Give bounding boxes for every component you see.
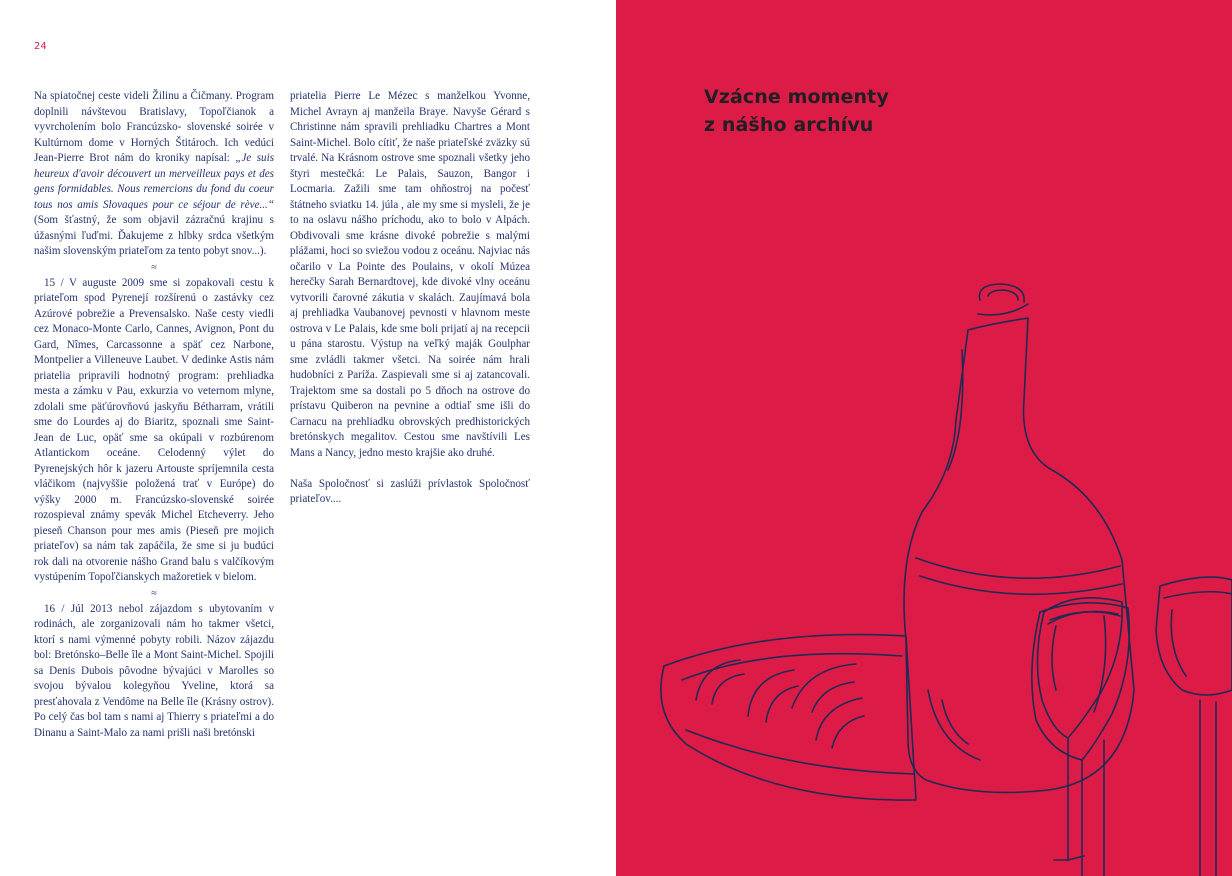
paragraph-continued: priatelia Pierre Le Mézec s manželkou Yvonne, Michel Avrayn aj manžeila Braye. Navyše Gérard s Christinne nám spravili prehliadku Chartres a Mont Saint-Michel. Bolo cítiť, že naše priateľské zväzky sú trvalé. Na Krásnom ostrove sme spoznali všetky jeho štyri mestečká: Le Palais, Sauzon, Bangor i Locmaria. Zažili sme tam ohňostroj na počesť štátneho sviatku 14. júla , ale my sme si mysleli, že je to na oslavu nášho príchodu, ako to bolo v Alpách. Obdivovali sme krásne divoké pobrežie s malými plážami, hoci so sviežou vodou z oceánu. Najviac nás očarilo v La Pointe des Poulains, v okolí Múzea herečky Sarah Bernardtovej, kde divoké vlny oceánu vytvorili čarovné zákutia v skalách. Zaujímavá bola aj prehliadka Vaubanovej pevnosti v hlavnom meste ostrova v Le Palais, kde sme boli prijatí aj na recepcii u pána starostu. Výstup na veľký maják Goulphar sme zvládli takmer všetci. Na soirée nám hrali hudobníci z Paríža. Zaspievali sme si aj zatancovali. Trajektom sme sa dostali po 5 dňoch na ostrove do prístavu Quiberon na pevnine a odtiaľ sme išli do Carnacu na prehliadku obrovských predhistorických bretónskych megalitov. Cestou sme navštívili Les Mans a Nancy, jedno mesto krajšie ako druhé. [290, 90, 530, 459]
right-page [616, 0, 1232, 876]
text-column-2 [290, 89, 530, 508]
paragraph-zilina: Na spiatočnej ceste videli Žilinu a Čičmany. Program doplnili návštevou Bratislavy, Topoľčianok a vyvrcholením bolo Francúzsko- slovenské soirée v Kultúrnom dome v Horných Štitároch. Ich vedúci Jean-Pierre Brot nám do kroniky napísal: „Je suis heureux d'avoir découvert un merveilleux pays et des gens formidables. Nous remercions du fond du coeur tous nos amis Slovaques pour ce séjour de rève...“ (Som šťastný, že som objavil zázračnú krajinu s úžasnými ľuďmi. Ďakujeme z hlbky srdca všetkým našim slovenským priateľom za tento pobyt snov...). [34, 90, 275, 257]
paragraph-16: 16 / Júl 2013 nebol zájazdom s ubytovaním v rodinách, ale zorganizovali nám ho takmer všetci, ktorí s nami výmenné pobyty robili. Názov zájazdu bol: Bretónsko–Belle île a Mont Saint-Michel. Spojili sa Denis Dubois pôvodne bývajúci v Marolles so svojou bývalou kolegyňou Yveline, ktorá sa presťahovala z Vendôme na Belle île (Krásny ostrov). Po celý čas bol tam s nami aj Thierry s priateľmi a do Dinanu a Saint-Malo za nami prišli naši bretónski [34, 602, 274, 739]
paragraph-15: 15 / V auguste 2009 sme si zopakovali cestu k priateľom spod Pyrenejí rozšírenú o zastávky cez Azúrové pobrežie a Prevensalsko. Naše cesty viedli cez Monaco-Monte Carlo, Cannes, Avignon, Pont du Gard, Nîmes, Carcassonne a späť cez Narbone, Montpelier a Villeneuve Laubet. V dedinke Astis nám priatelia pripravili hodnotný program: prehliadka mesta a zámku v Pau, exkurzia vo veternom mlyne, zdolali sme päťúrovňovú jaskyňu Bétharram, vrátili sme do Lourdes aj do Biaritz, spoznali sme Saint-Jean de Luc, opäť sme sa okúpali v rozbúrenom Atlantickom oceáne. Celodenný výlet do Pyrenejských hôr k jazeru Artouste spríjemnila cesta vláčikom (najvyššie položená trať v Európe) do výšky 2000 m. Francúzsko-slovenské soirée rozospieval známy spevák Michel Etcheverry. Jeho pieseň Chanson pour mes amis (Pieseň pre mojich priateľov) sa nám tak zapáčila, že sme si ju budúci rok dali na otvorenie nášho Grand balu s valčíkovým vystúpením Topoľčianskych mažoretiek v bielom. [34, 276, 274, 583]
french-quote: „Je suis heureux d'avoir découvert un merveilleux pays et des gens formidables. Nous remercions du fond du coeur tous nos amis Slovaques pour ce séjour de rève...“ [34, 152, 275, 211]
text-column-1 [34, 89, 274, 741]
page-number: 24 [34, 41, 47, 52]
section-separator: ≈ [151, 261, 157, 273]
section-separator: ≈ [151, 587, 157, 599]
title-line-1: Vzácne momenty [704, 86, 889, 108]
wine-bottle-glasses-bread-basket-icon [616, 0, 1232, 876]
title-line-2: z nášho archívu [704, 114, 874, 136]
paragraph-closing: Naša Spoločnosť si zaslúži prívlastok Spoločnosť priateľov.... [290, 477, 530, 505]
